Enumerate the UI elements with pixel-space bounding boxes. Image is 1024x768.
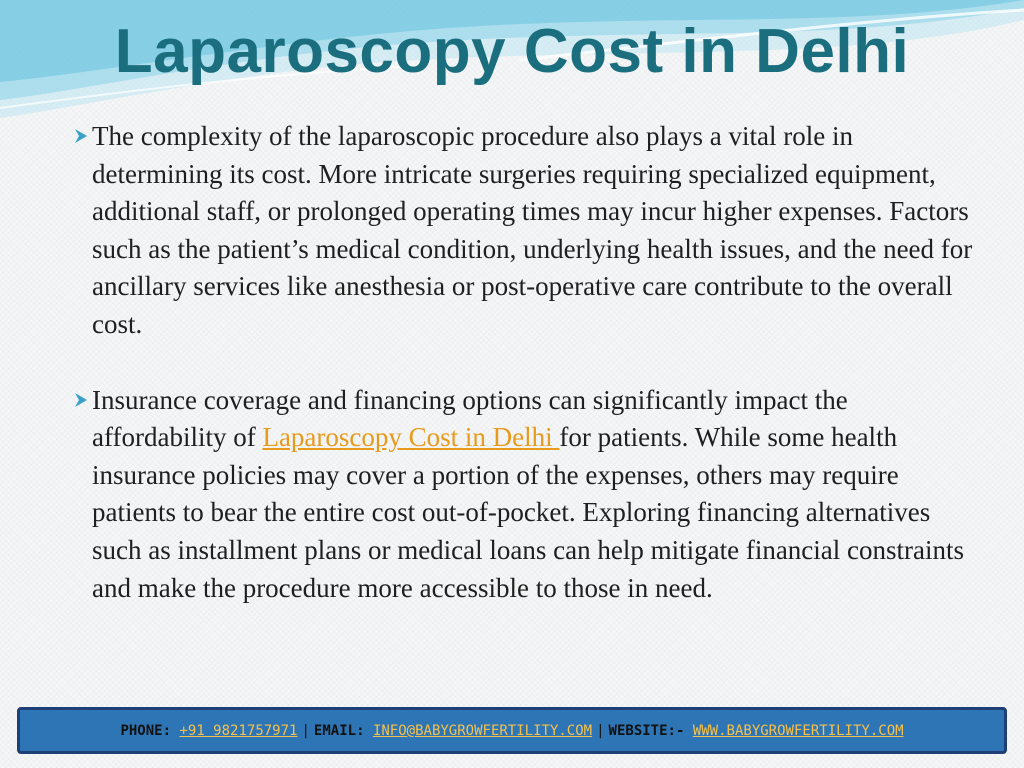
slide-title: Laparoscopy Cost in Delhi: [114, 17, 910, 86]
slide-content: [72, 118, 984, 607]
arrow-bullet-icon: [72, 391, 90, 409]
contact-footer: [17, 707, 1007, 754]
footer-separator: |: [301, 722, 310, 739]
bullet-point-insurance: [72, 382, 984, 608]
email-link[interactable]: INFO@BABYGROWFERTILITY.COM: [372, 722, 593, 739]
bullet-text-after-link: for patients. While some health insurance policies may cover a portion of the expenses, others may require patients to bear the entire cost out-of-pocket. Exploring financing alternatives such as installment plans or medical loans can help mitigate financial constraints and make the procedure more accessible to those in need.: [92, 422, 965, 603]
phone-label: PHONE:: [120, 722, 172, 739]
arrow-bullet-icon: [72, 127, 90, 145]
bullet-text-before-link: Insurance coverage and financing options can significantly impact the affordability of: [92, 384, 848, 453]
website-label: WEBSITE:-: [608, 722, 685, 739]
bullet-text: The complexity of the laparoscopic procedure also plays a vital role in determining its cost. More intricate surgeries requiring specialized equipment, additional staff, or prolonged operating times may incur higher expenses. Factors such as the patient’s medical condition, underlying health issues, and the need for ancillary services like anesthesia or post-operative care contribute to the overall cost.: [92, 121, 973, 339]
bullet-point-complexity: [72, 118, 984, 344]
website-link[interactable]: WWW.BABYGROWFERTILITY.COM: [692, 722, 904, 739]
footer-separator: |: [596, 722, 605, 739]
email-label: EMAIL:: [313, 722, 365, 739]
phone-link[interactable]: +91 9821757971: [179, 722, 298, 739]
laparoscopy-cost-link[interactable]: Laparoscopy Cost in Delhi: [262, 422, 560, 453]
